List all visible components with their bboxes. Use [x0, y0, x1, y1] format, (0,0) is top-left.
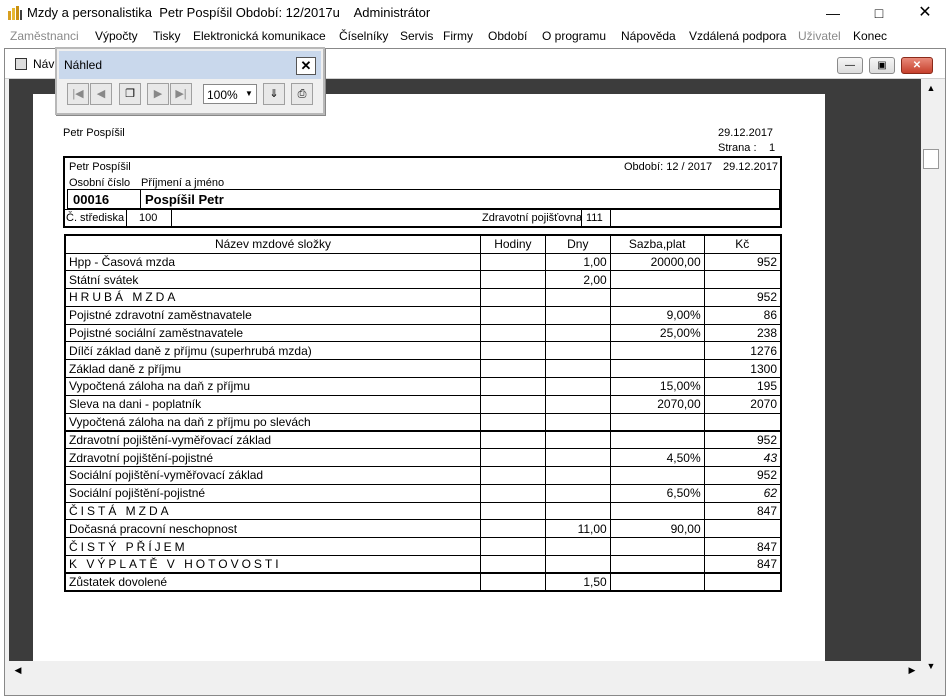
menu-bar: [0, 26, 950, 46]
cell-kc: 195: [704, 378, 781, 396]
cell-name: Pojistné sociální zaměstnavatele: [65, 324, 480, 342]
cell-dny: [545, 289, 610, 307]
cell-sazba: 6,50%: [610, 484, 704, 502]
cell-hodiny: [480, 538, 545, 556]
menu-firmy[interactable]: Firmy: [443, 29, 473, 43]
cell-hodiny: [480, 556, 545, 574]
menu-vypocty[interactable]: Výpočty: [95, 29, 138, 43]
stredisko-value: 100: [139, 212, 158, 224]
last-page-icon[interactable]: ▶|: [170, 83, 192, 105]
page-label: Strana :: [718, 142, 757, 154]
child-restore-button[interactable]: ▣: [869, 57, 895, 74]
cell-sazba: 9,00%: [610, 306, 704, 324]
cell-kc: 952: [704, 467, 781, 485]
close-button[interactable]: ✕: [918, 4, 932, 21]
cell-dny: [545, 484, 610, 502]
pojistovna-label: Zdravotní pojišťovna: [482, 212, 583, 224]
cell-hodiny: [480, 449, 545, 467]
status-bar: [5, 679, 945, 695]
cell-name: Státní svátek: [65, 271, 480, 289]
zoom-value: 100%: [207, 88, 238, 102]
cell-sazba: 15,00%: [610, 378, 704, 396]
menu-konec[interactable]: Konec: [853, 29, 888, 43]
horizontal-scrollbar[interactable]: [9, 661, 921, 679]
cell-dny: 1,50: [545, 573, 610, 591]
cell-dny: [545, 431, 610, 449]
cell-name: Dočasná pracovní neschopnost: [65, 520, 480, 538]
vertical-scroll-thumb[interactable]: [923, 149, 939, 169]
cell-kc: [704, 413, 781, 431]
col-osobni-cislo: Osobní číslo: [69, 177, 131, 189]
cell-name: Dílčí základ daně z příjmu (superhrubá mzda): [65, 342, 480, 360]
cell-sazba: [610, 573, 704, 591]
th-hodiny: Hodiny: [480, 235, 545, 253]
th-kc: Kč: [704, 235, 781, 253]
th-dny: Dny: [545, 235, 610, 253]
cell-hodiny: [480, 271, 545, 289]
cell-dny: [545, 467, 610, 485]
cell-sazba: [610, 538, 704, 556]
cell-kc: 1276: [704, 342, 781, 360]
toolbar-close-button[interactable]: ✕: [296, 57, 316, 75]
child-close-button[interactable]: ✕: [901, 57, 933, 74]
menu-ciselniky[interactable]: Číselníky: [339, 29, 389, 43]
cell-name: HRUBÁ MZDA: [65, 289, 480, 307]
sep-2: [171, 209, 172, 228]
cell-name: Vypočtená záloha na daň z příjmu: [65, 378, 480, 396]
cell-kc: 62: [704, 484, 781, 502]
cell-name: Hpp - Časová mzda: [65, 253, 480, 271]
header-company: Petr Pospíšil: [69, 161, 131, 173]
scroll-down-icon[interactable]: ▼: [926, 661, 936, 671]
employee-name: Pospíšil Petr: [145, 192, 224, 207]
menu-uzivatel[interactable]: Uživatel: [798, 29, 841, 43]
table-row: [65, 538, 781, 556]
zoom-select[interactable]: [203, 84, 257, 104]
cell-hodiny: [480, 502, 545, 520]
pojistovna-value: 111: [586, 212, 603, 224]
menu-vzdalena-podpora[interactable]: Vzdálená podpora: [689, 29, 787, 43]
preview-viewport: [9, 79, 921, 661]
payroll-table: [64, 234, 782, 592]
preview-toolbar-window: [55, 47, 325, 115]
menu-tisky[interactable]: Tisky: [153, 29, 181, 43]
cell-name: Vypočtená záloha na daň z příjmu po slevách: [65, 413, 480, 431]
cell-kc: [704, 520, 781, 538]
cell-kc: 43: [704, 449, 781, 467]
cell-hodiny: [480, 467, 545, 485]
cell-hodiny: [480, 413, 545, 431]
menu-o-programu[interactable]: O programu: [542, 29, 607, 43]
cell-kc: 847: [704, 502, 781, 520]
table-row: [65, 467, 781, 485]
table-row: [65, 573, 781, 591]
window-title: Mzdy a personalistika Petr Pospíšil Období: 12/2017u Administrátor: [27, 5, 431, 20]
scroll-up-icon[interactable]: ▲: [926, 83, 936, 93]
cell-dny: [545, 413, 610, 431]
copy-pages-icon[interactable]: ❐: [119, 83, 141, 105]
cell-hodiny: [480, 360, 545, 378]
table-row: [65, 324, 781, 342]
cell-sazba: [610, 502, 704, 520]
cell-hodiny: [480, 253, 545, 271]
table-row: [65, 502, 781, 520]
menu-obdobi[interactable]: Období: [488, 29, 528, 43]
cell-sazba: 2070,00: [610, 395, 704, 413]
cell-dny: [545, 342, 610, 360]
cell-sazba: [610, 431, 704, 449]
cell-hodiny: [480, 324, 545, 342]
th-name: Název mzdové složky: [65, 235, 480, 253]
cell-name: K VÝPLATĚ V HOTOVOSTI: [65, 556, 480, 574]
child-title: Náv: [33, 57, 55, 71]
scroll-left-icon[interactable]: ◀: [14, 665, 22, 675]
table-row: [65, 271, 781, 289]
id-separator: [140, 189, 141, 209]
cell-kc: 1300: [704, 360, 781, 378]
col-prijmeni: Příjmení a jméno: [141, 177, 225, 189]
vertical-scrollbar[interactable]: [921, 79, 941, 675]
cell-dny: [545, 395, 610, 413]
first-page-icon[interactable]: |◀: [67, 83, 89, 105]
page-number: 1: [769, 142, 776, 154]
cell-name: Základ daně z příjmu: [65, 360, 480, 378]
cell-kc: 952: [704, 289, 781, 307]
table-row: [65, 395, 781, 413]
report-company: Petr Pospíšil: [63, 127, 125, 139]
cell-name: Zůstatek dovolené: [65, 573, 480, 591]
table-row: [65, 306, 781, 324]
cell-hodiny: [480, 573, 545, 591]
cell-dny: [545, 360, 610, 378]
cell-hodiny: [480, 378, 545, 396]
cell-kc: 2070: [704, 395, 781, 413]
cell-dny: [545, 378, 610, 396]
document-icon: [15, 58, 27, 70]
cell-dny: [545, 449, 610, 467]
cell-kc: 238: [704, 324, 781, 342]
print-icon[interactable]: ⎙: [291, 83, 313, 105]
table-row: [65, 413, 781, 431]
table-row: [65, 556, 781, 574]
cell-sazba: 90,00: [610, 520, 704, 538]
sep-1: [126, 209, 127, 228]
cell-sazba: [610, 556, 704, 574]
cell-sazba: 20000,00: [610, 253, 704, 271]
menu-elektronicka-komunikace[interactable]: Elektronická komunikace: [193, 29, 326, 43]
table-row: [65, 449, 781, 467]
cell-sazba: [610, 289, 704, 307]
table-row: [65, 360, 781, 378]
osobni-cislo: 00016: [73, 192, 110, 207]
cell-hodiny: [480, 342, 545, 360]
cell-sazba: 4,50%: [610, 449, 704, 467]
prev-page-icon[interactable]: ◀: [90, 83, 112, 105]
cell-kc: 847: [704, 556, 781, 574]
toolbar-title: Náhled: [64, 58, 103, 72]
cell-dny: [545, 324, 610, 342]
menu-servis[interactable]: Servis: [400, 29, 434, 43]
cell-name: Zdravotní pojištění-pojistné: [65, 449, 480, 467]
cell-hodiny: [480, 431, 545, 449]
cell-sazba: [610, 271, 704, 289]
table-row: [65, 431, 781, 449]
cell-name: Sociální pojištění-vyměřovací základ: [65, 467, 480, 485]
cell-hodiny: [480, 306, 545, 324]
cell-dny: 1,00: [545, 253, 610, 271]
cell-name: Sleva na dani - poplatník: [65, 395, 480, 413]
cell-kc: 86: [704, 306, 781, 324]
cell-kc: 952: [704, 253, 781, 271]
table-row: [65, 378, 781, 396]
maximize-button[interactable]: □: [874, 5, 884, 21]
period-label: Období: 12 / 2017: [624, 161, 713, 173]
toolbar-titlebar[interactable]: [59, 51, 321, 79]
cell-kc: 952: [704, 431, 781, 449]
next-page-icon[interactable]: ▶: [147, 83, 169, 105]
app-logo-icon: [7, 5, 23, 21]
cell-name: Zdravotní pojištění-vyměřovací základ: [65, 431, 480, 449]
header-date: 29.12.2017: [723, 161, 779, 173]
sep-4: [610, 209, 611, 228]
report-page: [33, 94, 825, 661]
th-sazba: Sazba,plat: [610, 235, 704, 253]
cell-dny: [545, 502, 610, 520]
report-date: 29.12.2017: [718, 127, 774, 139]
table-row: [65, 342, 781, 360]
cell-hodiny: [480, 520, 545, 538]
scroll-right-icon[interactable]: ▶: [908, 665, 916, 675]
table-row: [65, 484, 781, 502]
minimize-button[interactable]: —: [826, 5, 840, 21]
cell-name: ČISTÝ PŘÍJEM: [65, 538, 480, 556]
menu-zamestnanci[interactable]: Zaměstnanci: [10, 29, 79, 43]
preview-child-window: [4, 48, 946, 696]
cell-name: ČISTÁ MZDA: [65, 502, 480, 520]
cell-dny: 2,00: [545, 271, 610, 289]
app-titlebar: [0, 0, 950, 26]
cell-hodiny: [480, 395, 545, 413]
cell-kc: 847: [704, 538, 781, 556]
cell-kc: [704, 573, 781, 591]
export-icon[interactable]: ⇓: [263, 83, 285, 105]
cell-hodiny: [480, 484, 545, 502]
cell-sazba: 25,00%: [610, 324, 704, 342]
cell-dny: [545, 556, 610, 574]
cell-dny: [545, 306, 610, 324]
child-minimize-button[interactable]: —: [837, 57, 863, 74]
table-header-row: [65, 235, 781, 253]
chevron-down-icon[interactable]: ▼: [245, 89, 253, 98]
cell-name: Sociální pojištění-pojistné: [65, 484, 480, 502]
cell-kc: [704, 271, 781, 289]
table-row: [65, 253, 781, 271]
cell-sazba: [610, 342, 704, 360]
cell-sazba: [610, 467, 704, 485]
table-row: [65, 520, 781, 538]
cell-dny: [545, 538, 610, 556]
stredisko-label: Č. střediska: [66, 212, 125, 224]
cell-name: Pojistné zdravotní zaměstnavatele: [65, 306, 480, 324]
table-row: [65, 289, 781, 307]
cell-dny: 11,00: [545, 520, 610, 538]
cell-sazba: [610, 360, 704, 378]
menu-napoveda[interactable]: Nápověda: [621, 29, 676, 43]
cell-hodiny: [480, 289, 545, 307]
cell-sazba: [610, 413, 704, 431]
